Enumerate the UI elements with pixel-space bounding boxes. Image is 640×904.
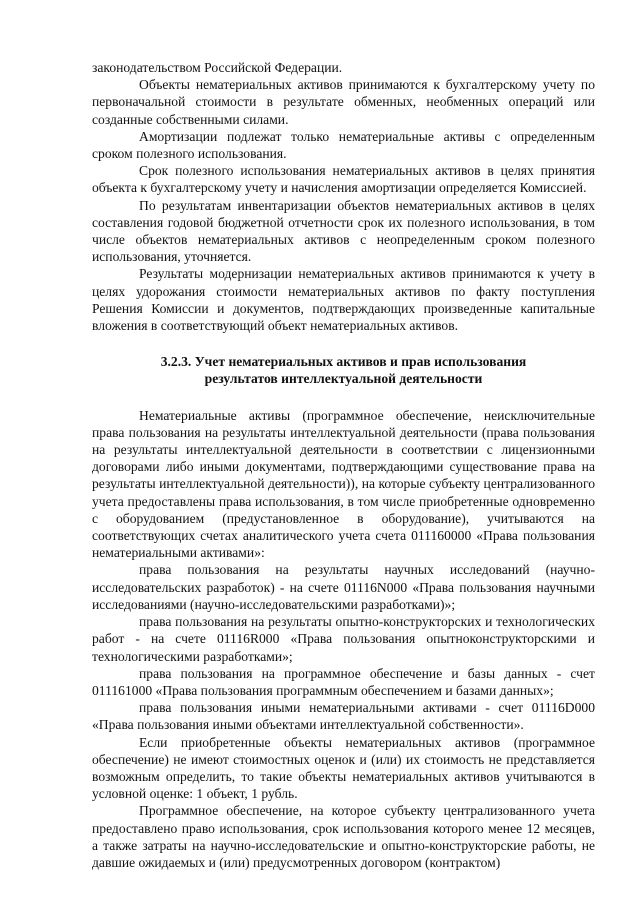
section-heading-line-2: результатов интеллектуальной деятельности [204,371,483,387]
paragraph: права пользования иными нематериальными активами - счет 01116D000 «Права пользования иными объектами интеллектуальной собственности». [92,700,595,733]
paragraphs-bottom [92,407,595,871]
paragraph: права пользования на результаты опытно-конструкторских и технологических работ - на счете 01116R000 «Права пользования опытноконструкторскими и технологическими разработками»; [92,614,595,664]
paragraphs-top [92,59,595,334]
section-heading [92,353,595,387]
paragraph: Объекты нематериальных активов принимаются к бухгалтерскому учету по первоначальной стоимости в результате обменных, необменных операций или созданные собственными силами. [92,77,595,127]
section-heading-line-1: 3.2.3. Учет нематериальных активов и прав использования [160,354,527,370]
paragraph: права пользования на результаты научных исследований (научно-исследовательских разработок) - на счете 01116N000 «Права пользования научными исследованиями (научно-исследовательскими разработками)»; [92,562,595,612]
paragraph: права пользования на программное обеспечение и базы данных - счет 011161000 «Права пользования программным обеспечением и базами данных»; [92,665,595,698]
paragraph: Если приобретенные объекты нематериальных активов (программное обеспечение) не имеют стоимостных оценок и (или) их стоимость не представляется возможным определить, то такие объекты нематериальных активов учитываются в условной оценке: 1 объект, 1 рубль. [92,734,595,802]
paragraph: Амортизации подлежат только нематериальные активы с определенным сроком полезного использования. [92,128,595,162]
paragraph: По результатам инвентаризации объектов нематериальных активов в целях составления годовой бюджетной отчетности срок их полезного использования, в том числе объектов нематериальных активов с неопределенным сроком полезного использования, уточняется. [92,197,595,265]
paragraph: Срок полезного использования нематериальных активов в целях принятия объекта к бухгалтерскому учету и начисления амортизации определяется Комиссией. [92,163,595,196]
paragraph: Результаты модернизации нематериальных активов принимаются к учету в целях удорожания стоимости нематериальных активов по факту поступления Решения Комиссии и документов, подтверждающих произведенные капитальные вложения в соответствующий объект нематериальных активов. [92,266,595,334]
document-body [92,59,595,871]
paragraph: Нематериальные активы (программное обеспечение, неисключительные права пользования на результаты интеллектуальной деятельности (права пользования на результаты интеллектуальной деятельности в соответствии с лицензионными договорами либо иными документами, подтверждающими существование права на результаты интеллектуальной деятельности)), на которые субъекту централизованного учета предоставлены права использования, в том числе приобретенные одновременно с оборудованием (предустановленное в оборудование), учитываются на соответствующих счетах аналитического учета счета 011160000 «Права пользования нематериальными активами»: [92,407,595,561]
paragraph: законодательством Российской Федерации. [92,60,343,75]
paragraph: Программное обеспечение, на которое субъекту централизованного учета предоставлено право использования, срок использования которого менее 12 месяцев, а также затраты на научно-исследовательские и опытно-конструкторские работы, не давшие ожидаемых и (или) предусмотренных договором (контрактом) [92,803,595,870]
